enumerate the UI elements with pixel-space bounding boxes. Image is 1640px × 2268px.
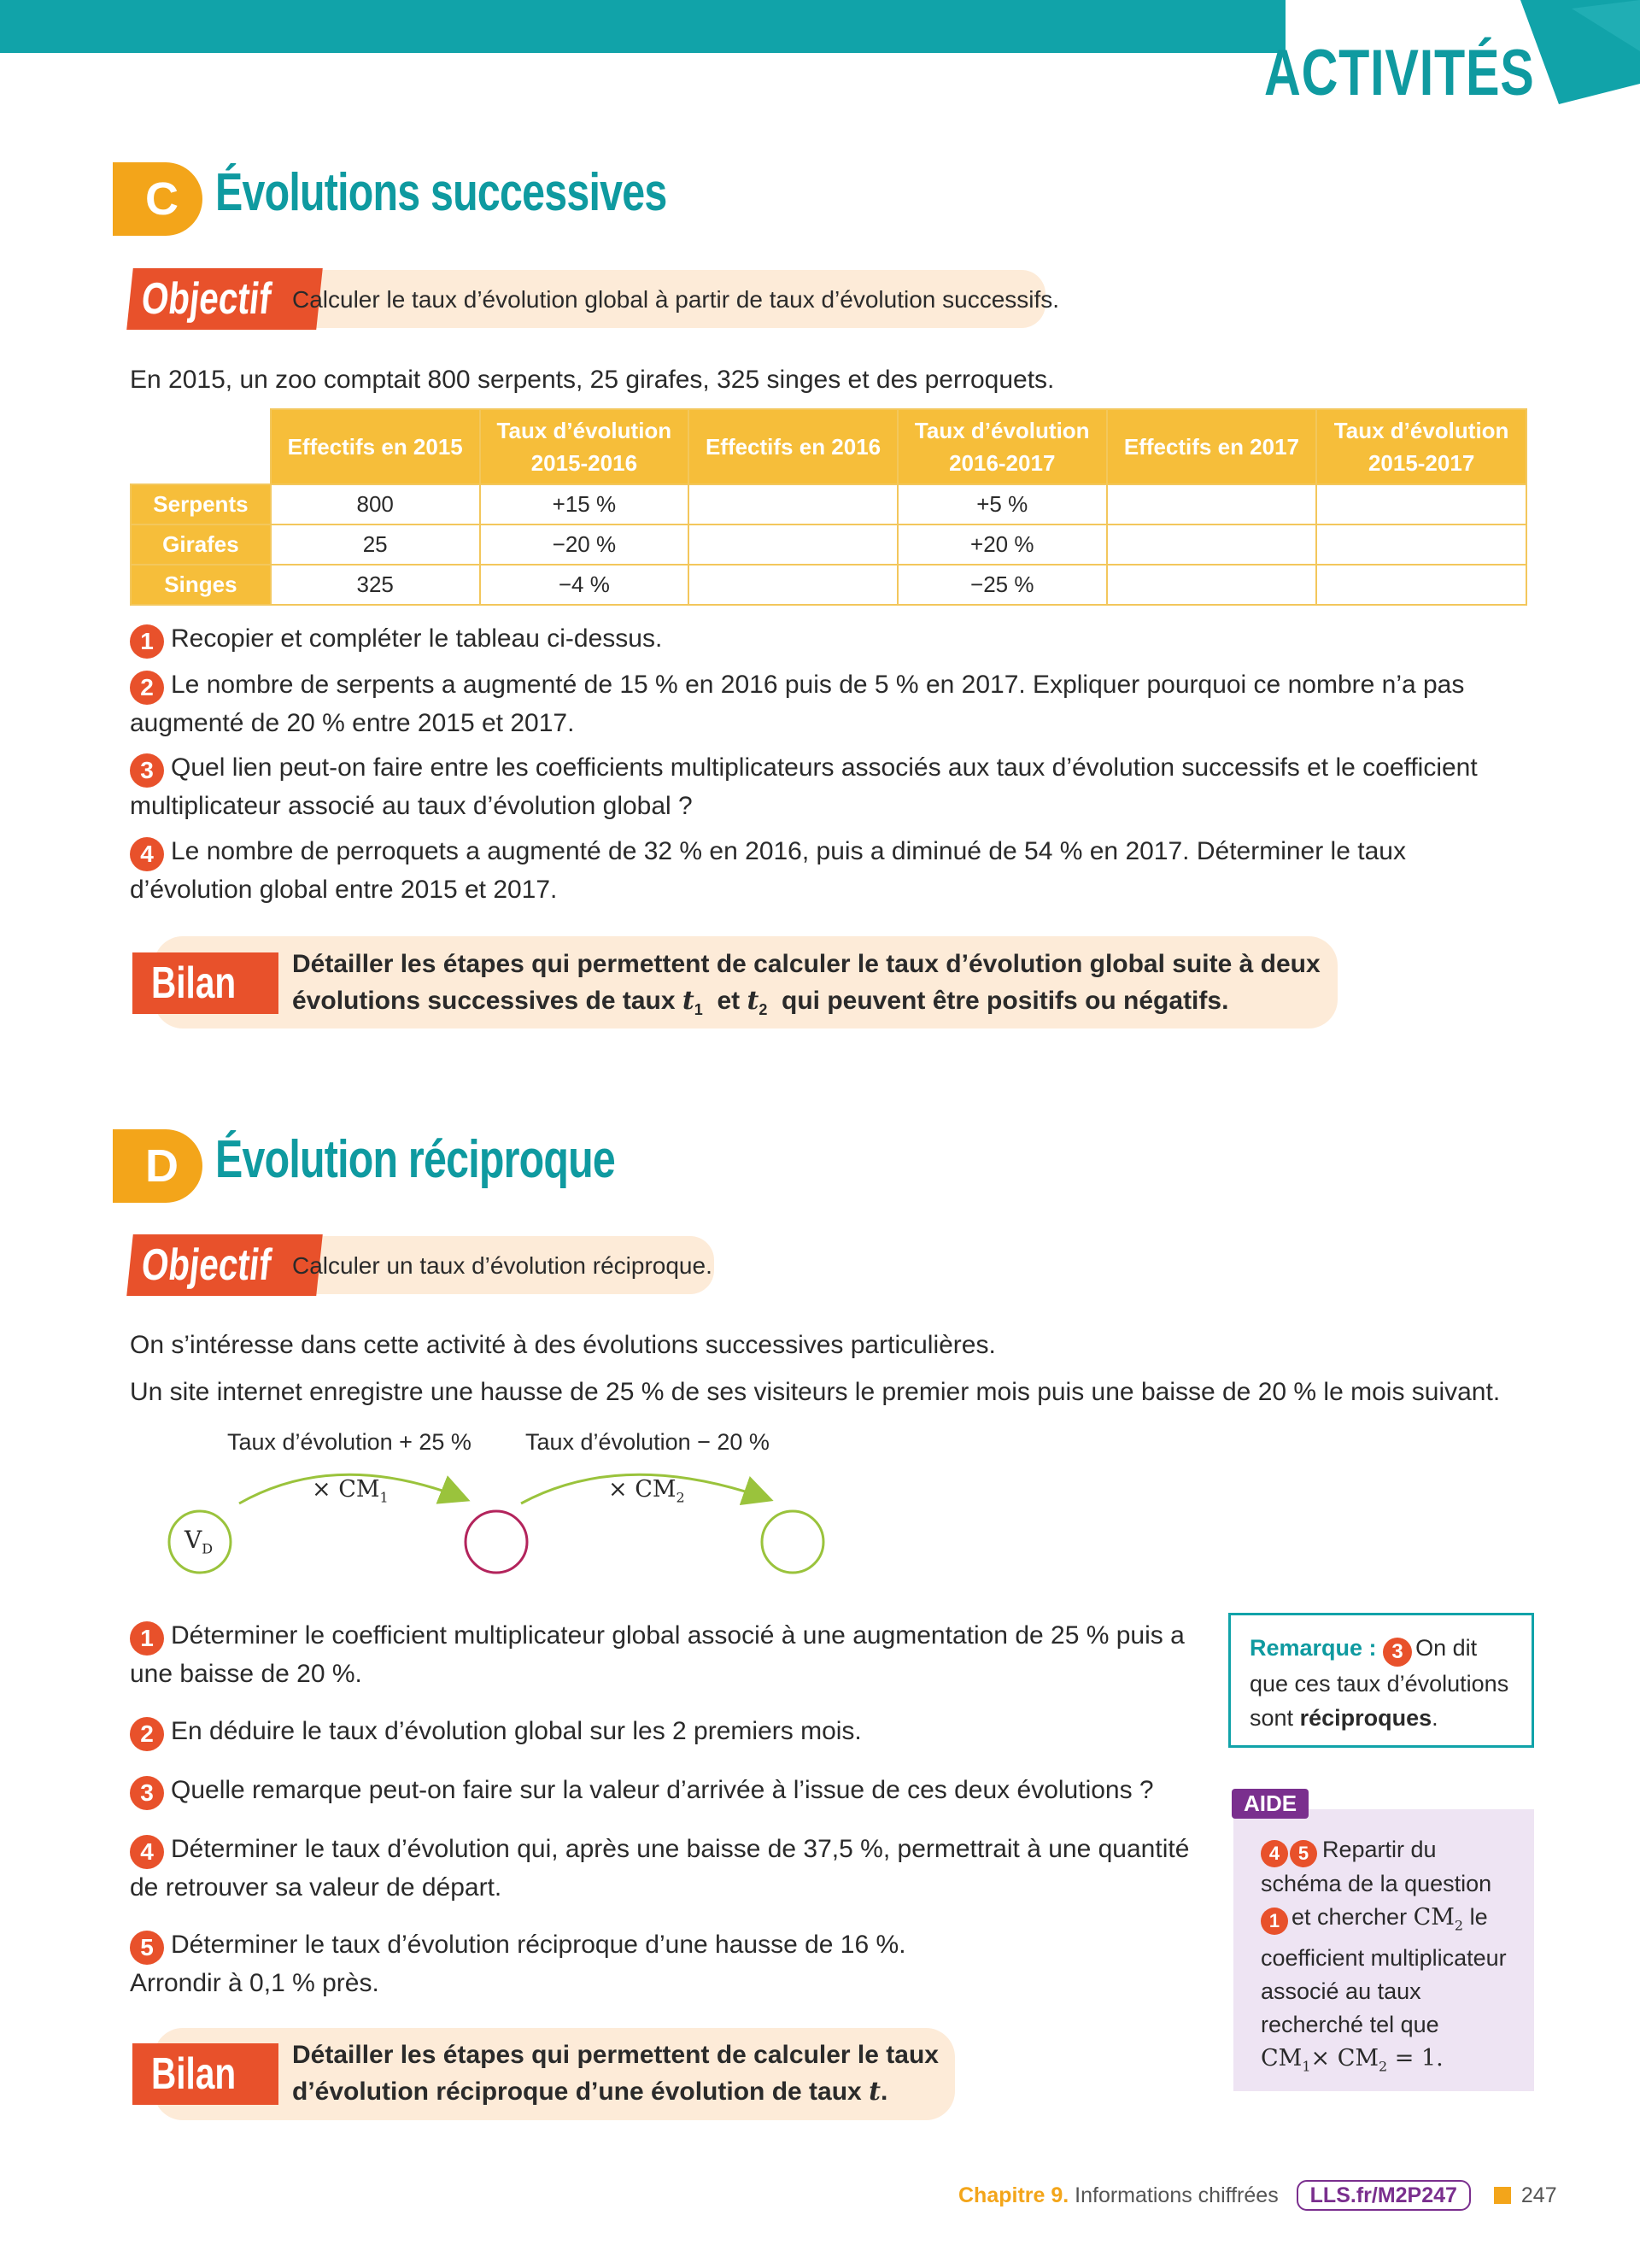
evolution-table [130,408,1527,606]
table-cell [688,525,898,565]
objectif-d-text: Calculer un taux d’évolution réciproque. [292,1252,712,1279]
objectif-c-text: Calculer le taux d’évolution global à partir de taux d’évolution successifs. [292,286,1060,313]
table-cell: +20 % [898,525,1107,565]
table-cell [1107,484,1317,525]
table-row [131,525,1526,565]
table-row [131,565,1526,605]
question-d-5: 5 Déterminer le taux d’évolution réciproque d’une hausse de 16 %. Arrondir à 0,1 % près. [130,1926,1189,2001]
col-header: Taux d’évolution 2016-2017 [898,409,1107,484]
footer-square-icon [1494,2187,1511,2204]
col-header: Effectifs en 2016 [688,409,898,484]
question-number: 5 [1290,1840,1317,1867]
row-label: Singes [131,565,271,605]
col-header: Taux d’évolution 2015-2017 [1316,409,1526,484]
table-cell: 800 [271,484,480,525]
objectif-d-tag: Objectif [126,1234,322,1296]
footer-chapter: Chapitre 9. [958,2183,1069,2207]
section-d-intro-2: Un site internet enregistre une hausse de 25 % de ses visiteurs le premier mois puis une baisse de 20 % le mois suivant. [130,1378,1501,1406]
diagram-label-1: Taux d’évolution + 25 % [227,1429,472,1455]
question-number: 4 [1261,1840,1288,1867]
question-number: 2 [130,671,164,705]
question-c-1: 1 Recopier et compléter le tableau ci-dessus. [130,620,1531,659]
final-value-circle [762,1511,823,1573]
bilan-d-text: Détailler les étapes qui permettent de calculer le taux d’évolution réciproque d’une évolution de taux t. [292,2041,939,2107]
section-c-letter: C [113,162,202,236]
question-d-5-extra: Arrondir à 0,1 % près. [130,1969,379,1997]
table-cell: −20 % [480,525,689,565]
footer-link[interactable]: LLS.fr/M2P247 [1297,2180,1471,2211]
table-corner [131,409,271,484]
table-cell [1316,565,1526,605]
header-bar [0,0,1286,53]
evolution-diagram [162,1452,846,1580]
question-number: 5 [130,1931,164,1965]
remarque-label: Remarque : [1250,1635,1377,1661]
cm2-label: × $CM_2$ [608,1476,685,1506]
table-cell: 25 [271,525,480,565]
question-c-4: 4 Le nombre de perroquets a augmenté de 32 % en 2016, puis a diminué de 54 % en 2017. Déterminer le taux d’évolution global entre 2015 et 2017. [130,837,1406,904]
cm1-label: × $CM_1$ [312,1476,389,1506]
section-c-intro: En 2015, un zoo comptait 800 serpents, 25 girafes, 325 singes et des perroquets. [130,366,1055,394]
table-cell [1316,484,1526,525]
row-label: Serpents [131,484,271,525]
page-title: ACTIVITÉS [1264,37,1535,109]
question-d-2: 2 En déduire le taux d’évolution global sur les 2 premiers mois. [130,1713,1189,1751]
section-c-title: Évolutions successives [215,163,667,222]
table-row [131,484,1526,525]
col-header: Taux d’évolution 2015-2016 [480,409,689,484]
bilan-d-tag: Bilan [132,2043,278,2105]
table-cell: 325 [271,565,480,605]
col-header: Effectifs en 2015 [271,409,480,484]
question-d-3: 3 Quelle remarque peut-on faire sur la valeur d’arrivée à l’issue de ces deux évolutions ? [130,1772,1240,1810]
table-cell: −4 % [480,565,689,605]
corner-decoration [1520,0,1640,104]
question-number: 4 [130,837,164,871]
question-c-3: 3 Quel lien peut-on faire entre les coefficients multiplicateurs associés aux taux d’évolution successifs et le coefficient multiplicateur associé au taux d’évolution global ? [130,753,1478,820]
table-cell [1107,565,1317,605]
question-number: 3 [130,1776,164,1810]
section-d-intro-1: On s’intéresse dans cette activité à des évolutions successives particulières. [130,1331,996,1359]
question-number: 1 [130,624,164,659]
table-header-row [131,409,1526,484]
section-d-letter: D [113,1129,202,1203]
table-cell [688,484,898,525]
table-cell [1316,525,1526,565]
question-number: 1 [130,1621,164,1656]
remarque-box: Remarque : 3 On dit que ces taux d’évolutions sont réciproques. [1228,1613,1534,1748]
page-number: 247 [1520,2183,1557,2207]
col-header: Effectifs en 2017 [1107,409,1317,484]
question-number: 2 [130,1717,164,1751]
aide-box: 4 5 Repartir du schéma de la question 1 et chercher $CM_2$ le coefficient multiplicateur associé au taux recherché tel que $CM_1\times CM_2 = 1$. [1233,1809,1534,2091]
table-cell: +15 % [480,484,689,525]
intermediate-value-circle [466,1511,527,1573]
section-d-title: Évolution réciproque [215,1130,616,1189]
vd-label: $V_D$ [184,1526,214,1557]
question-d-1: 1 Déterminer le coefficient multiplicateur global associé à une augmentation de 25 % puis a une baisse de 20 %. [130,1621,1185,1688]
question-number: 3 [130,753,164,788]
question-c-2: 2 Le nombre de serpents a augmenté de 15 % en 2016 puis de 5 % en 2017. Expliquer pourquoi ce nombre n’a pas augmenté de 20 % entre 2015 et 2017. [130,671,1465,737]
objectif-c-tag: Objectif [126,268,322,330]
footer-chapter-title: Informations chiffrées [1075,2183,1279,2207]
row-label: Girafes [131,525,271,565]
table-cell: −25 % [898,565,1107,605]
table-cell [688,565,898,605]
table-cell [1107,525,1317,565]
bilan-c-text: Détailler les étapes qui permettent de calculer le taux d’évolution global suite à deux évolutions successives de taux $t_1$ et $t_2$ qui peuvent être positifs ou négatifs. [292,950,1321,1018]
page-footer [958,2183,1557,2208]
question-number: 4 [130,1835,164,1869]
diagram-label-2: Taux d’évolution − 20 % [525,1429,770,1455]
table-cell: +5 % [898,484,1107,525]
question-number: 3 [1383,1638,1412,1667]
bilan-c-tag: Bilan [132,952,278,1014]
question-number: 1 [1261,1908,1288,1935]
aide-tag: AIDE [1232,1789,1309,1819]
question-d-4: 4 Déterminer le taux d’évolution qui, après une baisse de 37,5 %, permettrait à une quantité de retrouver sa valeur de départ. [130,1835,1190,1902]
